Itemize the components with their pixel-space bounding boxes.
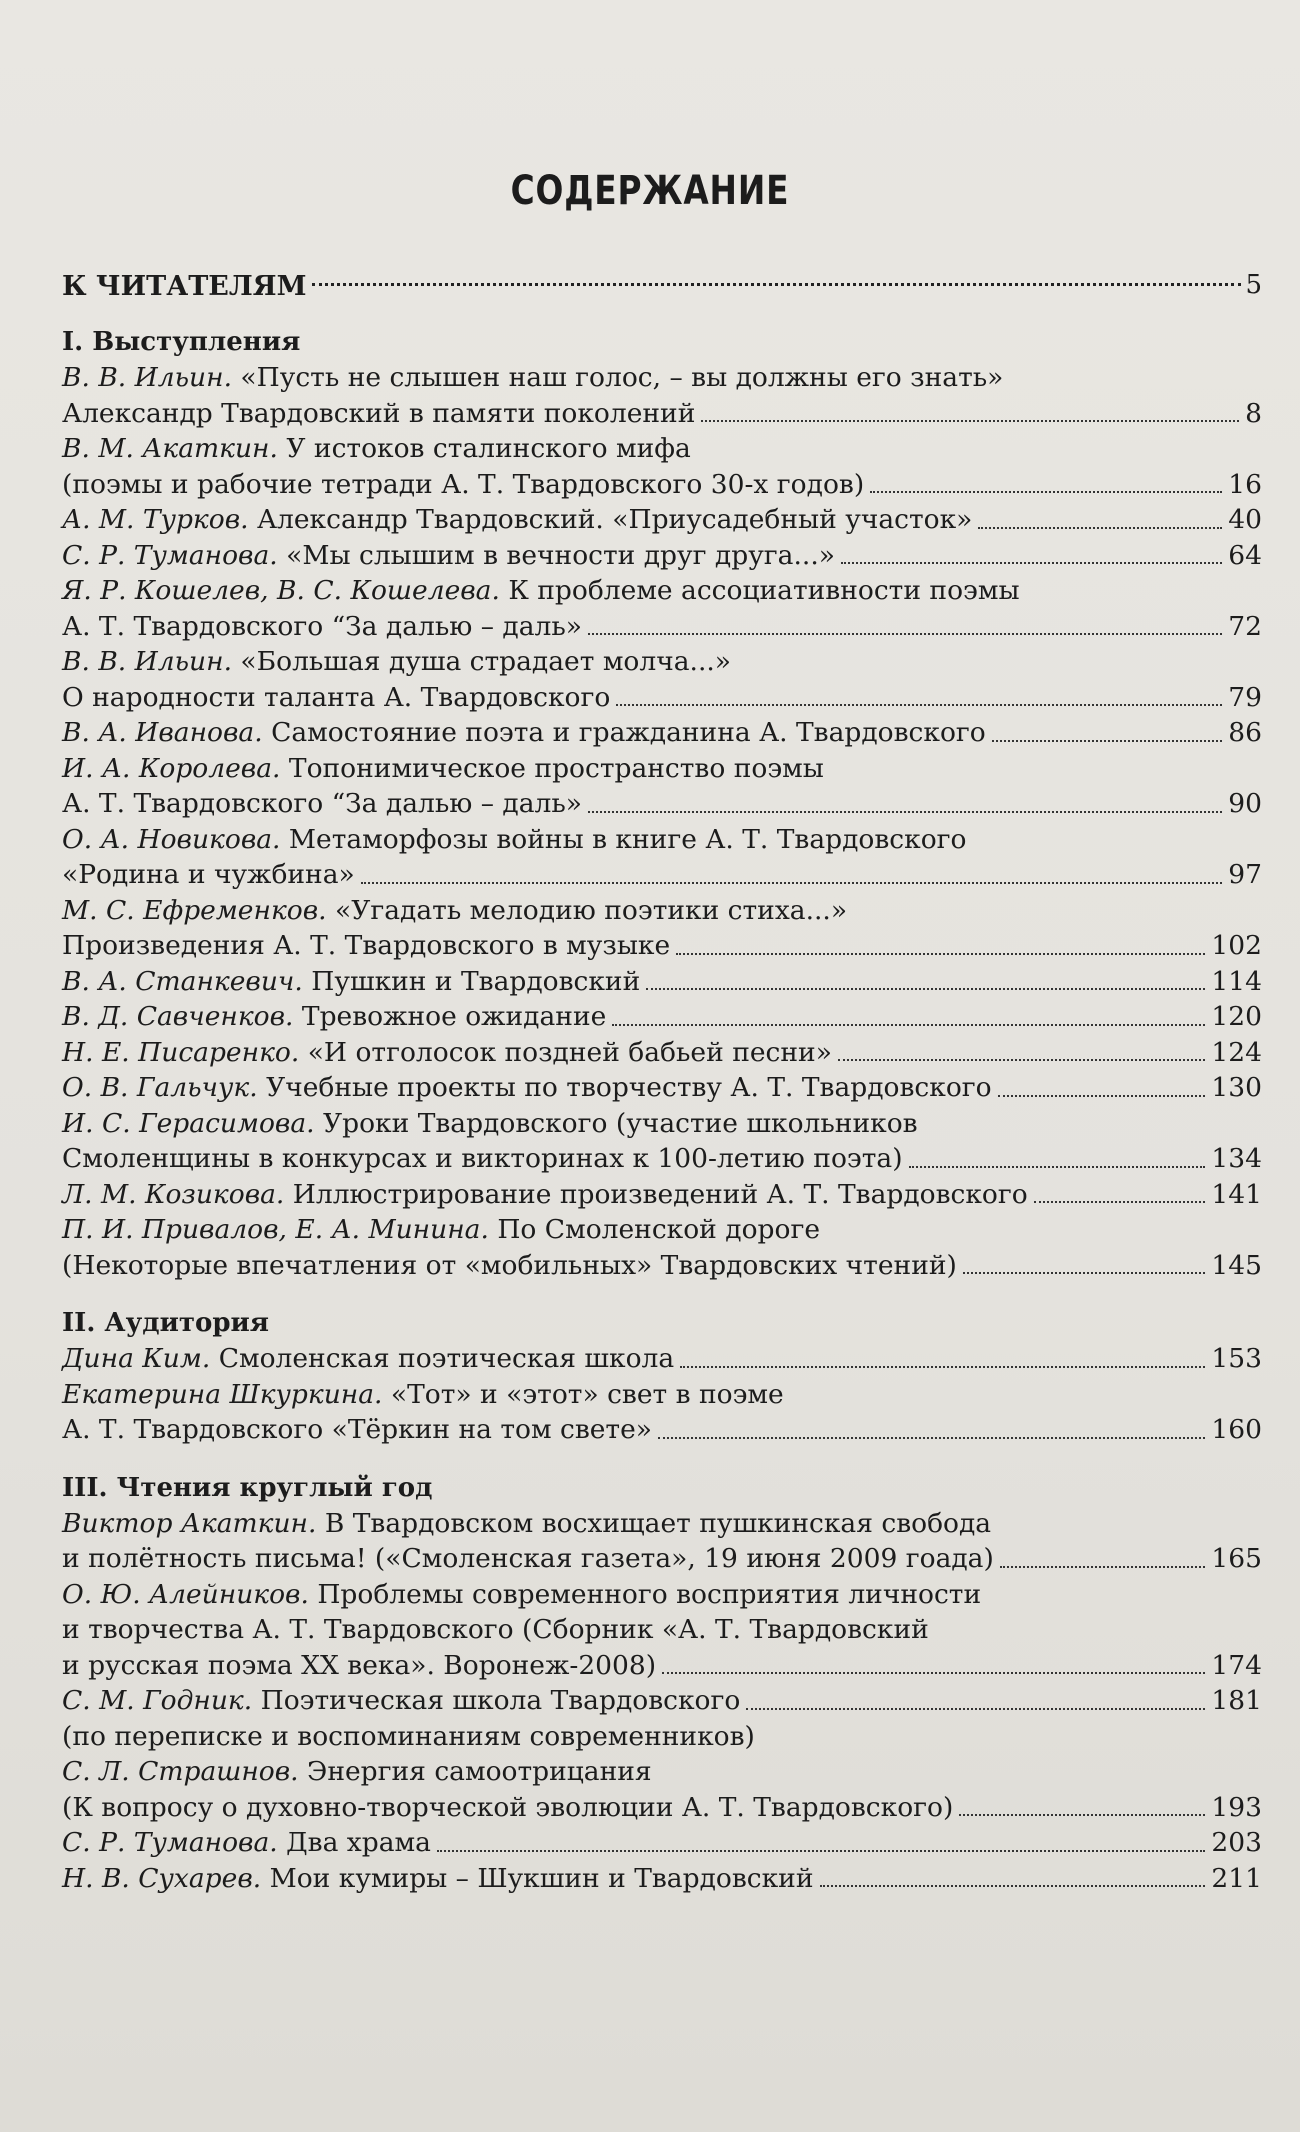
entry-last-text bbox=[62, 680, 610, 716]
entry-title-text: Мои кумиры – Шукшин и Твардовский bbox=[261, 1862, 814, 1894]
entry-first-line bbox=[62, 1377, 1262, 1413]
entry-last-text bbox=[62, 1541, 994, 1577]
toc-entry bbox=[62, 1106, 1262, 1177]
toc-entry bbox=[62, 1754, 1262, 1825]
toc-entry bbox=[62, 1506, 1262, 1577]
entry-last-line bbox=[62, 1541, 1262, 1577]
toc-entry bbox=[62, 893, 1262, 964]
entry-title-text: (К вопросу о духовно-творческой эволюции А. Т. Твардовского) bbox=[62, 1791, 954, 1823]
entry-title-text: Два храма bbox=[277, 1827, 431, 1858]
entry-last-line bbox=[62, 1648, 1262, 1684]
entry-author: Я. Р. Кошелев, В. С. Кошелева. bbox=[62, 575, 500, 606]
section-heading: II. Аудитория bbox=[62, 1308, 269, 1338]
toc-entry bbox=[62, 431, 1262, 502]
entry-last-text bbox=[62, 609, 582, 645]
entry-page-number: 203 bbox=[1211, 1827, 1262, 1858]
entry-last-text bbox=[62, 1070, 992, 1106]
toc-sections bbox=[62, 324, 1262, 1896]
toc-entry bbox=[62, 360, 1262, 431]
entry-author: И. А. Королева. bbox=[62, 752, 281, 784]
entry-page-number: 97 bbox=[1228, 859, 1262, 890]
entry-last-line bbox=[62, 715, 1262, 751]
entry-page-number: 145 bbox=[1211, 1249, 1262, 1281]
entry-last-text bbox=[62, 1861, 814, 1897]
entry-title-text: Иллюстрирование произведений А. Т. Твардовского bbox=[284, 1178, 1028, 1210]
dot-leader bbox=[676, 953, 1205, 955]
dot-leader bbox=[680, 1366, 1205, 1368]
toc-section bbox=[62, 324, 1262, 1283]
entry-title-text: К проблеме ассоциативности поэмы bbox=[499, 575, 1020, 606]
entry-author: Л. М. Козикова. bbox=[62, 1178, 285, 1210]
table-of-contents bbox=[62, 240, 1262, 1896]
dot-leader bbox=[841, 562, 1222, 564]
entry-last-text bbox=[62, 1412, 652, 1448]
entry-first-line bbox=[62, 644, 1262, 680]
entry-title-text: У истоков сталинского мифа bbox=[277, 433, 691, 464]
entry-last-text bbox=[62, 1035, 832, 1071]
toc-entry bbox=[62, 538, 1262, 574]
entry-first-line bbox=[62, 1106, 1262, 1142]
toc-entry bbox=[62, 751, 1262, 822]
toc-entry bbox=[62, 715, 1262, 751]
entry-first-line bbox=[62, 751, 1262, 787]
intro-entry bbox=[62, 240, 1262, 302]
entry-author: Дина Ким. bbox=[62, 1343, 211, 1374]
entry-last-text bbox=[62, 538, 835, 574]
entry-last-text bbox=[62, 1248, 957, 1284]
entry-last-line bbox=[62, 1683, 1262, 1719]
dot-leader bbox=[616, 704, 1222, 706]
entry-first-line bbox=[62, 431, 1262, 467]
page-title: СОДЕРЖАНИЕ bbox=[510, 168, 790, 214]
dot-leader bbox=[658, 1437, 1205, 1439]
entry-title-text: Смоленская поэтическая школа bbox=[210, 1343, 675, 1374]
toc-entry bbox=[62, 1825, 1262, 1861]
entry-page-number: 72 bbox=[1228, 610, 1262, 642]
entry-page-number: 102 bbox=[1211, 930, 1262, 961]
entry-title-text: Самостояние поэта и гражданина А. Твардовского bbox=[262, 717, 986, 748]
entry-title-text: Энергия самоотрицания bbox=[298, 1756, 652, 1787]
entry-page-number: 16 bbox=[1228, 468, 1262, 500]
entry-last-line bbox=[62, 928, 1262, 964]
entry-last-line bbox=[62, 1825, 1262, 1861]
entry-page-number: 40 bbox=[1228, 504, 1262, 535]
entry-page-number: 90 bbox=[1228, 788, 1262, 819]
entry-last-line bbox=[62, 857, 1262, 893]
entry-title-text: Метаморфозы войны в книге А. Т. Твардовского bbox=[280, 823, 967, 855]
entry-title-text: Поэтическая школа Твардовского bbox=[252, 1685, 741, 1716]
entry-author: В. В. Ильин. bbox=[62, 362, 232, 393]
toc-entry bbox=[62, 1861, 1262, 1897]
dot-leader bbox=[746, 1708, 1205, 1710]
toc-entry bbox=[62, 1577, 1262, 1684]
toc-entry bbox=[62, 999, 1262, 1035]
entry-page-number: 79 bbox=[1228, 681, 1262, 713]
toc-section bbox=[62, 1305, 1262, 1448]
entry-page-number: 86 bbox=[1228, 717, 1262, 748]
entry-first-line bbox=[62, 1212, 1262, 1248]
toc-entry bbox=[62, 1683, 1262, 1754]
entry-last-text bbox=[62, 964, 640, 1000]
entry-title-text: Произведения А. Т. Твардовского в музыке bbox=[62, 930, 671, 961]
entry-author: И. С. Герасимова. bbox=[62, 1107, 315, 1139]
entry-title-text: Топонимическое пространство поэмы bbox=[280, 752, 824, 784]
entry-author: А. М. Турков. bbox=[62, 504, 249, 535]
entry-last-text bbox=[62, 1341, 674, 1377]
entry-title-text: Александр Твардовский. «Приусадебный участок» bbox=[248, 504, 973, 535]
entry-page-number: 165 bbox=[1211, 1543, 1262, 1574]
entry-author: В. М. Акаткин. bbox=[62, 433, 278, 464]
entry-last-line bbox=[62, 1248, 1262, 1284]
entry-title-text: и русская поэма XX века». Воронеж-2008) bbox=[62, 1649, 657, 1681]
entry-page-number: 64 bbox=[1228, 539, 1262, 571]
entry-last-text bbox=[62, 1790, 953, 1826]
dot-leader bbox=[588, 633, 1222, 635]
entry-page-number: 193 bbox=[1211, 1791, 1262, 1823]
entry-last-line bbox=[62, 609, 1262, 645]
entry-author: О. В. Гальчук. bbox=[62, 1072, 258, 1103]
dot-leader bbox=[909, 1166, 1206, 1168]
entry-author: В. А. Станкевич. bbox=[62, 965, 303, 997]
entry-last-line bbox=[62, 538, 1262, 574]
toc-entry bbox=[62, 822, 1262, 893]
entry-author: С. Р. Туманова. bbox=[62, 1827, 278, 1858]
entry-title-text: Учебные проекты по творчеству А. Т. Твардовского bbox=[257, 1072, 992, 1103]
entry-title-text: Уроки Твардовского (участие школьников bbox=[314, 1107, 918, 1139]
toc-entry bbox=[62, 1177, 1262, 1213]
entry-title-text: «Большая душа страдает молча...» bbox=[232, 646, 732, 677]
entry-author: Виктор Акаткин. bbox=[62, 1507, 317, 1539]
entry-last-line bbox=[62, 1141, 1262, 1177]
entry-title-text: По Смоленской дороге bbox=[488, 1214, 821, 1245]
entry-last-line bbox=[62, 680, 1262, 716]
entry-page-number: 114 bbox=[1211, 965, 1262, 997]
entry-last-line bbox=[62, 1070, 1262, 1106]
entry-author: Н. В. Сухарев. bbox=[62, 1862, 262, 1894]
entry-last-text bbox=[62, 1683, 740, 1719]
dot-leader bbox=[612, 1024, 1205, 1026]
entry-last-line bbox=[62, 1861, 1262, 1897]
intro-label: К ЧИТАТЕЛЯМ bbox=[62, 271, 307, 302]
dot-leader bbox=[1034, 1201, 1206, 1203]
entry-last-text bbox=[62, 502, 972, 538]
entry-last-line bbox=[62, 467, 1262, 503]
dot-leader bbox=[959, 1814, 1205, 1816]
entry-first-line bbox=[62, 573, 1262, 609]
entry-last-line bbox=[62, 1790, 1262, 1826]
dot-leader bbox=[646, 988, 1205, 990]
dot-leader bbox=[998, 1095, 1206, 1097]
entry-author: М. С. Ефременков. bbox=[62, 894, 327, 926]
section-heading: III. Чтения круглый год bbox=[62, 1472, 433, 1503]
toc-entry bbox=[62, 1341, 1262, 1377]
entry-author: С. Л. Страшнов. bbox=[62, 1756, 299, 1787]
entry-last-text bbox=[62, 1177, 1028, 1213]
entry-author: О. Ю. Алейников. bbox=[62, 1578, 309, 1610]
entry-title-text: А. Т. Твардовского “За далью – даль» bbox=[62, 610, 583, 642]
entry-title-text: А. Т. Твардовского «Тёркин на том свете» bbox=[62, 1414, 652, 1445]
entry-author: В. Д. Савченков. bbox=[62, 1001, 294, 1032]
entry-title-text: Александр Твардовский в памяти поколений bbox=[62, 397, 696, 429]
entry-first-line bbox=[62, 1754, 1262, 1790]
entry-author: П. И. Привалов, Е. А. Минина. bbox=[62, 1214, 489, 1245]
entry-first-line bbox=[62, 1577, 1262, 1613]
entry-title-text: Смоленщины в конкурсах и викторинах к 100-летию поэта) bbox=[62, 1143, 903, 1174]
entry-last-line bbox=[62, 999, 1262, 1035]
entry-page-number: 153 bbox=[1211, 1343, 1262, 1374]
entry-last-text bbox=[62, 999, 606, 1035]
entry-title-text: «Пусть не слышен наш голос, – вы должны его знать» bbox=[232, 362, 1004, 393]
entry-last-line bbox=[62, 1177, 1262, 1213]
entry-author: Екатерина Шкуркина. bbox=[62, 1378, 383, 1410]
entry-title-text: О народности таланта А. Твардовского bbox=[62, 681, 611, 713]
dot-leader bbox=[437, 1850, 1205, 1852]
entry-title-text: А. Т. Твардовского “За далью – даль» bbox=[62, 788, 583, 819]
toc-entry bbox=[62, 573, 1262, 644]
entry-last-text bbox=[62, 786, 582, 822]
entry-title-text: (поэмы и рабочие тетради А. Т. Твардовского 30-х годов) bbox=[62, 468, 865, 500]
entry-page-number: 181 bbox=[1211, 1685, 1262, 1716]
entry-line: (по переписке и воспоминаниям современников) bbox=[62, 1720, 755, 1752]
entry-author: В. А. Иванова. bbox=[62, 717, 263, 748]
toc-entry bbox=[62, 1377, 1262, 1448]
toc-entry bbox=[62, 1070, 1262, 1106]
intro-page-number: 5 bbox=[1245, 270, 1262, 300]
entry-last-text bbox=[62, 857, 355, 893]
entry-author: С. М. Годник. bbox=[62, 1685, 253, 1716]
entry-title-text: «Угадать мелодию поэтики стиха...» bbox=[326, 894, 848, 926]
dot-leader bbox=[963, 1272, 1206, 1274]
entry-author: С. Р. Туманова. bbox=[62, 539, 278, 571]
entry-first-line bbox=[62, 360, 1262, 396]
entry-title-text: Проблемы современного восприятия личности bbox=[308, 1578, 982, 1610]
dot-leader bbox=[588, 811, 1222, 813]
entry-last-text bbox=[62, 1141, 903, 1177]
entry-title-text: Тревожное ожидание bbox=[293, 1001, 607, 1032]
entry-last-line bbox=[62, 786, 1262, 822]
entry-title-text: «И отголосок поздней бабьей песни» bbox=[299, 1036, 832, 1068]
entry-page-number: 120 bbox=[1211, 1001, 1262, 1032]
entry-last-text bbox=[62, 715, 986, 751]
dot-leader bbox=[870, 491, 1222, 493]
entry-page-number: 130 bbox=[1211, 1072, 1262, 1103]
entry-title-text: В Твардовском восхищает пушкинская свобода bbox=[316, 1507, 992, 1539]
dot-leader bbox=[992, 740, 1223, 742]
entry-first-line bbox=[62, 1506, 1262, 1542]
dot-leader bbox=[978, 527, 1222, 529]
entry-author: Н. Е. Писаренко. bbox=[62, 1036, 300, 1068]
toc-entry bbox=[62, 644, 1262, 715]
entry-first-line bbox=[62, 893, 1262, 929]
entry-page-number: 124 bbox=[1211, 1036, 1262, 1068]
entry-author: В. В. Ильин. bbox=[62, 646, 232, 677]
entry-last-line bbox=[62, 502, 1262, 538]
entry-page-number: 134 bbox=[1211, 1143, 1262, 1174]
entry-last-text bbox=[62, 928, 670, 964]
dot-leader bbox=[361, 882, 1223, 884]
entry-last-line bbox=[62, 1035, 1262, 1071]
entry-last-line bbox=[62, 1412, 1262, 1448]
entry-last-text bbox=[62, 1825, 431, 1861]
entry-title-text: «Мы слышим в вечности друг друга...» bbox=[277, 539, 835, 571]
toc-entry bbox=[62, 964, 1262, 1000]
toc-entry bbox=[62, 1212, 1262, 1283]
entry-page-number: 211 bbox=[1211, 1862, 1262, 1894]
toc-section bbox=[62, 1470, 1262, 1897]
entry-last-line bbox=[62, 396, 1262, 432]
entry-last-text bbox=[62, 1648, 656, 1684]
entry-last-text bbox=[62, 467, 864, 503]
entry-page-number: 8 bbox=[1245, 397, 1262, 429]
section-heading: I. Выступления bbox=[62, 327, 301, 357]
entry-title-text: «Тот» и «этот» свет в поэме bbox=[382, 1378, 784, 1410]
entry-author: О. А. Новикова. bbox=[62, 823, 281, 855]
dot-leader bbox=[662, 1672, 1205, 1674]
entry-last-line bbox=[62, 1341, 1262, 1377]
entry-title-text: (Некоторые впечатления от «мобильных» Твардовских чтений) bbox=[62, 1249, 957, 1281]
entry-last-line bbox=[62, 964, 1262, 1000]
toc-entry bbox=[62, 1035, 1262, 1071]
dot-leader bbox=[838, 1059, 1205, 1061]
entry-page-number: 174 bbox=[1211, 1649, 1262, 1681]
dot-leader bbox=[701, 420, 1239, 422]
dot-leader bbox=[312, 282, 1241, 286]
entry-first-line bbox=[62, 822, 1262, 858]
entry-page-number: 160 bbox=[1211, 1414, 1262, 1445]
entry-title-text: и полётность письма! («Смоленская газета», 19 июня 2009 гоада) bbox=[62, 1543, 994, 1574]
dot-leader bbox=[820, 1885, 1206, 1887]
dot-leader bbox=[1000, 1566, 1206, 1568]
entry-title-text: «Родина и чужбина» bbox=[62, 859, 355, 890]
entry-line: и творчества А. Т. Твардовского (Сборник «А. Т. Твардовский bbox=[62, 1614, 929, 1645]
entry-page-number: 141 bbox=[1211, 1178, 1262, 1210]
toc-entry bbox=[62, 502, 1262, 538]
entry-last-text bbox=[62, 396, 695, 432]
entry-title-text: Пушкин и Твардовский bbox=[302, 965, 641, 997]
